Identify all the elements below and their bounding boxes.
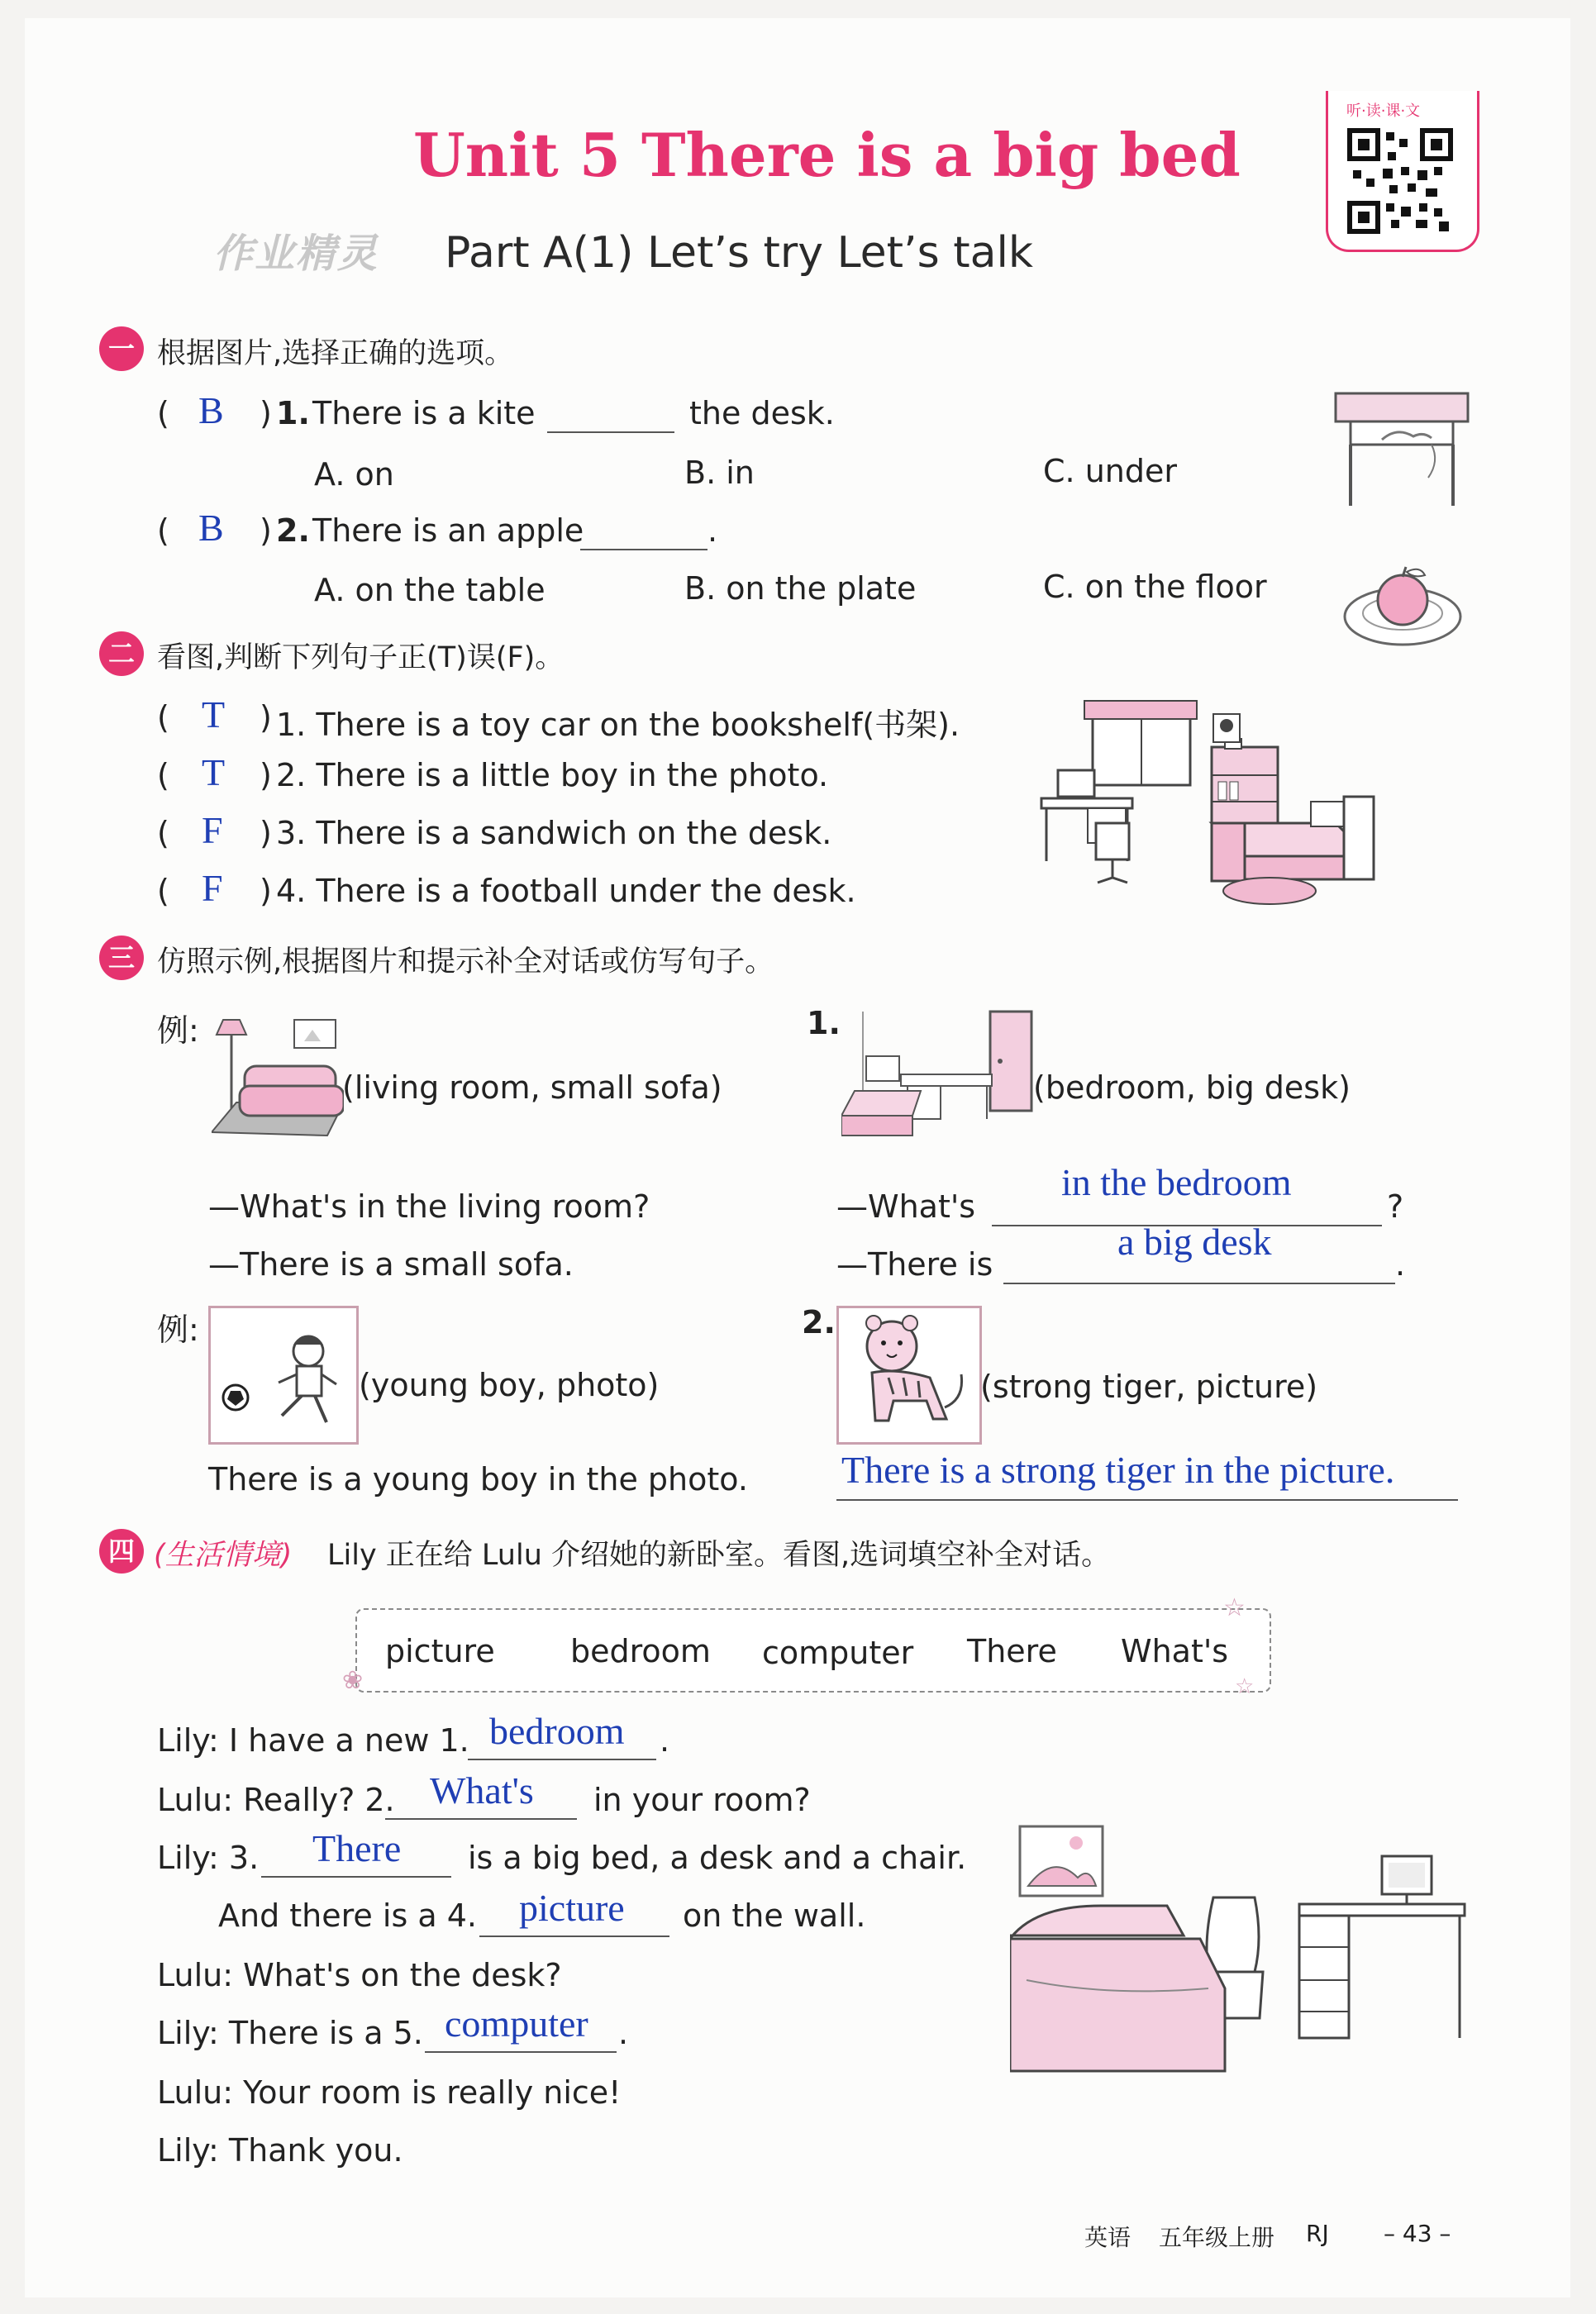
question-stem: There is a kite [312,395,536,431]
answer-strong-tiger-sentence[interactable]: There is a strong tiger in the picture. [841,1449,1395,1491]
boy-playing-football-illustration [211,1308,356,1442]
page-title: Unit 5 There is a big bed [413,120,1241,190]
tf-answer-1[interactable]: T [202,693,226,736]
qr-code-icon [1346,127,1454,235]
section4-instruction: Lily 正在给 Lulu 介绍她的新卧室。看图,选词填空补全对话。 [327,1539,1111,1572]
answer-blank [836,1499,1458,1501]
hint-living-room: (living room, small sofa) [342,1069,722,1106]
tf-answer-4[interactable]: F [202,867,223,909]
star-icon: ☆ [1235,1674,1255,1699]
tiger-illustration [839,1308,979,1442]
answer-blank [261,1876,451,1878]
paren-open: ( [157,512,169,549]
bedroom-desk-illustration [841,1008,1036,1140]
answer-whats[interactable]: What's [430,1769,534,1812]
tf-statement-4: 4. There is a football under the desk. [276,873,856,909]
dialogue-line-3: Lily: 3. [157,1840,260,1876]
desk-illustration [1332,385,1473,509]
option-b: B. on the plate [684,570,917,607]
tf-answer-2[interactable]: T [202,751,226,793]
hint-photo: (young boy, photo) [359,1367,660,1403]
apple-on-plate-illustration [1341,562,1465,653]
option-a: A. on [314,456,394,493]
watermark: 作业精灵 [213,231,379,277]
hint-picture: (strong tiger, picture) [980,1369,1318,1405]
answer-blank [479,1935,669,1937]
dialogue-line-1: Lily: I have a new 1. [157,1722,469,1759]
question-number: 1. [276,395,310,431]
question-stem-end: . [707,512,718,549]
bedroom-scene-illustration [1038,699,1377,906]
word-bank-item: There [967,1633,1057,1669]
dialogue-line-2: Lulu: Really? 2. [157,1782,395,1818]
option-c: C. on the floor [1043,569,1267,605]
photo-frame [208,1306,359,1445]
footer-grade: 五年级上册 [1159,2224,1275,2251]
dialogue-line-4: And there is a 4. [218,1897,477,1934]
dialogue-line-6: Lily: There is a 5. [157,2015,423,2051]
tf-statement-3: 3. There is a sandwich on the desk. [276,815,832,851]
question-number: 2. [276,512,310,549]
answer-bedroom[interactable]: bedroom [489,1710,625,1752]
hint-bedroom: (bedroom, big desk) [1033,1069,1351,1106]
question-lead: —What's [836,1188,976,1225]
footer-subject: 英语 [1084,2224,1131,2251]
answer-blank [425,2051,617,2053]
example-label: 例: [157,1012,199,1049]
answer-blank [547,431,674,433]
item-number: 1. [807,1005,841,1041]
answer-2[interactable]: B [198,507,224,549]
picture-frame [836,1306,982,1445]
example-question: —What's in the living room? [208,1188,650,1225]
answer-1[interactable]: B [198,389,224,431]
tf-answer-3[interactable]: F [202,809,223,851]
paren-close: ) [260,512,272,549]
bunny-icon: ❀ [342,1666,364,1695]
star-icon: ☆ [1223,1593,1246,1622]
example-sentence: There is a young boy in the photo. [208,1461,748,1497]
dialogue-line-7: Lulu: Your room is really nice! [157,2074,622,2111]
word-bank-item: What's [1121,1633,1229,1669]
example-label: 例: [157,1312,199,1348]
tf-statement-2: 2. There is a little boy in the photo. [276,757,829,793]
option-c: C. under [1043,453,1177,489]
section-number-badge: 四 [99,1529,144,1574]
paren-open: ( [157,395,169,431]
answer-a-big-desk[interactable]: a big desk [1117,1221,1272,1263]
page-number: – 43 – [1384,2220,1451,2247]
section-number-badge: 一 [99,326,144,371]
answer-lead: —There is [836,1246,993,1283]
answer-computer[interactable]: computer [445,2002,588,2045]
dialogue-line-5: Lulu: What's on the desk? [157,1957,562,1993]
tf-statement-1: 1. There is a toy car on the bookshelf(书架). [276,707,960,743]
section1-instruction: 根据图片,选择正确的选项。 [157,337,514,370]
answer-blank [468,1759,656,1760]
example-answer: —There is a small sofa. [208,1246,574,1283]
question-stem-end: the desk. [689,395,835,431]
qr-label: 听·读·课·文 [1346,102,1421,120]
section2-instruction: 看图,判断下列句子正(T)误(F)。 [157,641,565,674]
item-number: 2. [802,1304,836,1340]
qr-code-tab[interactable] [1326,91,1479,252]
new-bedroom-illustration [1010,1815,1473,2088]
part-subtitle: Part A(1) Let’s try Let’s talk [445,228,1034,278]
answer-blank [385,1818,577,1820]
question-stem: There is an apple [312,512,584,549]
word-bank-item: computer [762,1635,914,1671]
word-bank-item: picture [385,1633,495,1669]
section-number-badge: 二 [99,631,144,676]
section4-tag: (生活情境) [154,1539,293,1572]
paren-close: ) [260,395,272,431]
answer-picture[interactable]: picture [519,1887,625,1929]
section3-instruction: 仿照示例,根据图片和提示补全对话或仿写句子。 [157,945,774,978]
option-b: B. in [684,455,755,491]
answer-there[interactable]: There [312,1827,402,1869]
living-room-sofa-illustration [212,1017,344,1149]
answer-blank [580,549,707,550]
word-bank-item: bedroom [570,1633,711,1669]
answer-in-the-bedroom[interactable]: in the bedroom [1061,1161,1292,1203]
section-number-badge: 三 [99,936,144,980]
footer-edition: RJ [1306,2220,1329,2247]
option-a: A. on the table [314,572,545,608]
answer-blank [1003,1283,1395,1284]
dialogue-line-8: Lily: Thank you. [157,2132,403,2169]
